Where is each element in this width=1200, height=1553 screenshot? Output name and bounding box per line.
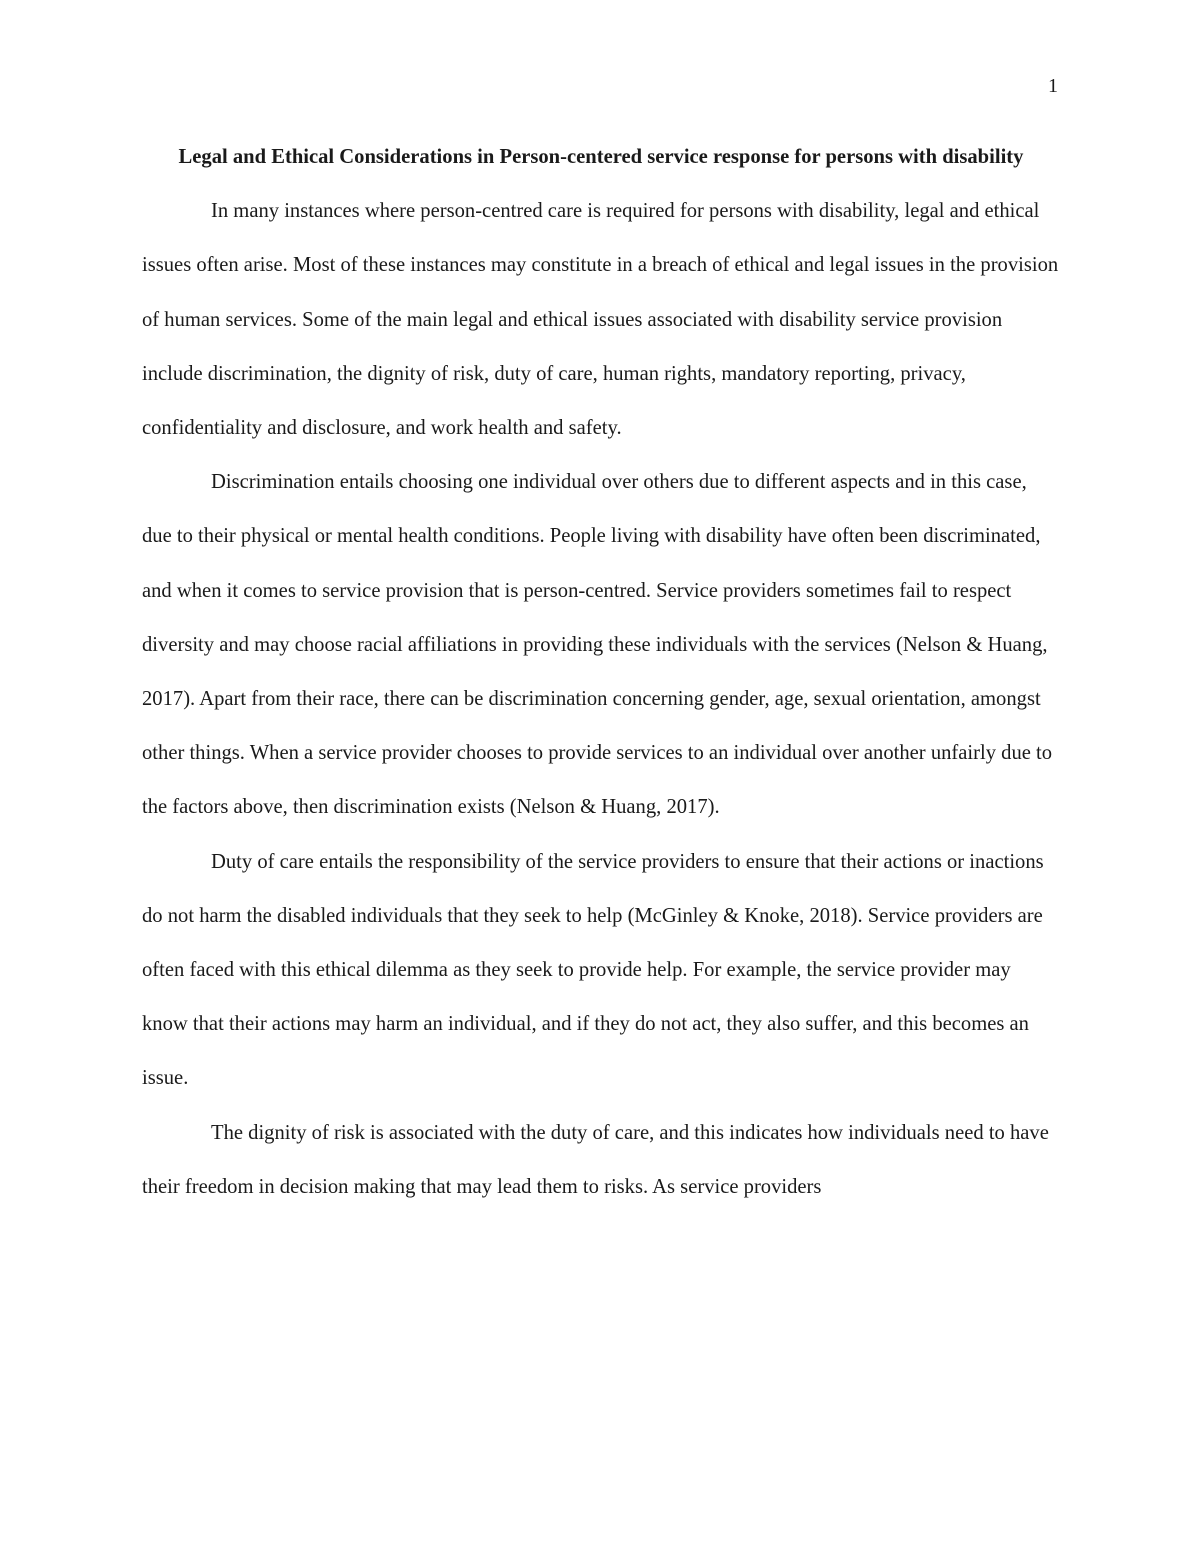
- paragraph-duty-of-care: Duty of care entails the responsibility of the service providers to ensure that their actions or inactions do not harm the disabled individuals that they seek to help (McGinley & Knoke, 2018). Service providers are often faced with this ethical dilemma as they seek to provide help. For example, the service provider may know that their actions may harm an individual, and if they do not act, they also suffer, and this becomes an issue.: [142, 850, 1044, 1090]
- document-title: Legal and Ethical Considerations in Person-centered service response for persons with disability: [178, 146, 1024, 168]
- paragraph-intro: In many instances where person-centred care is required for persons with disability, legal and ethical issues often arise. Most of these instances may constitute in a breach of ethical and legal issues in the provision of human services. Some of the main legal and ethical issues associated with disability service provision include discrimination, the dignity of risk, duty of care, human rights, mandatory reporting, privacy, confidentiality and disclosure, and work health and safety.: [142, 200, 1059, 440]
- paragraph-dignity-of-risk: The dignity of risk is associated with the duty of care, and this indicates how individuals need to have their freedom in decision making that may lead them to risks. As service providers: [142, 1121, 1049, 1198]
- document-body: [142, 130, 1060, 1214]
- paragraph-discrimination: Discrimination entails choosing one individual over others due to different aspects and in this case, due to their physical or mental health conditions. People living with disability have often been discriminated, and when it comes to service provision that is person-centred. Service providers sometimes fail to respect diversity and may choose racial affiliations in providing these individuals with the services (Nelson & Huang, 2017). Apart from their race, there can be discrimination concerning gender, age, sexual orientation, amongst other things. When a service provider chooses to provide services to an individual over another unfairly due to the factors above, then discrimination exists (Nelson & Huang, 2017).: [142, 471, 1053, 819]
- page-number: 1: [1048, 75, 1058, 97]
